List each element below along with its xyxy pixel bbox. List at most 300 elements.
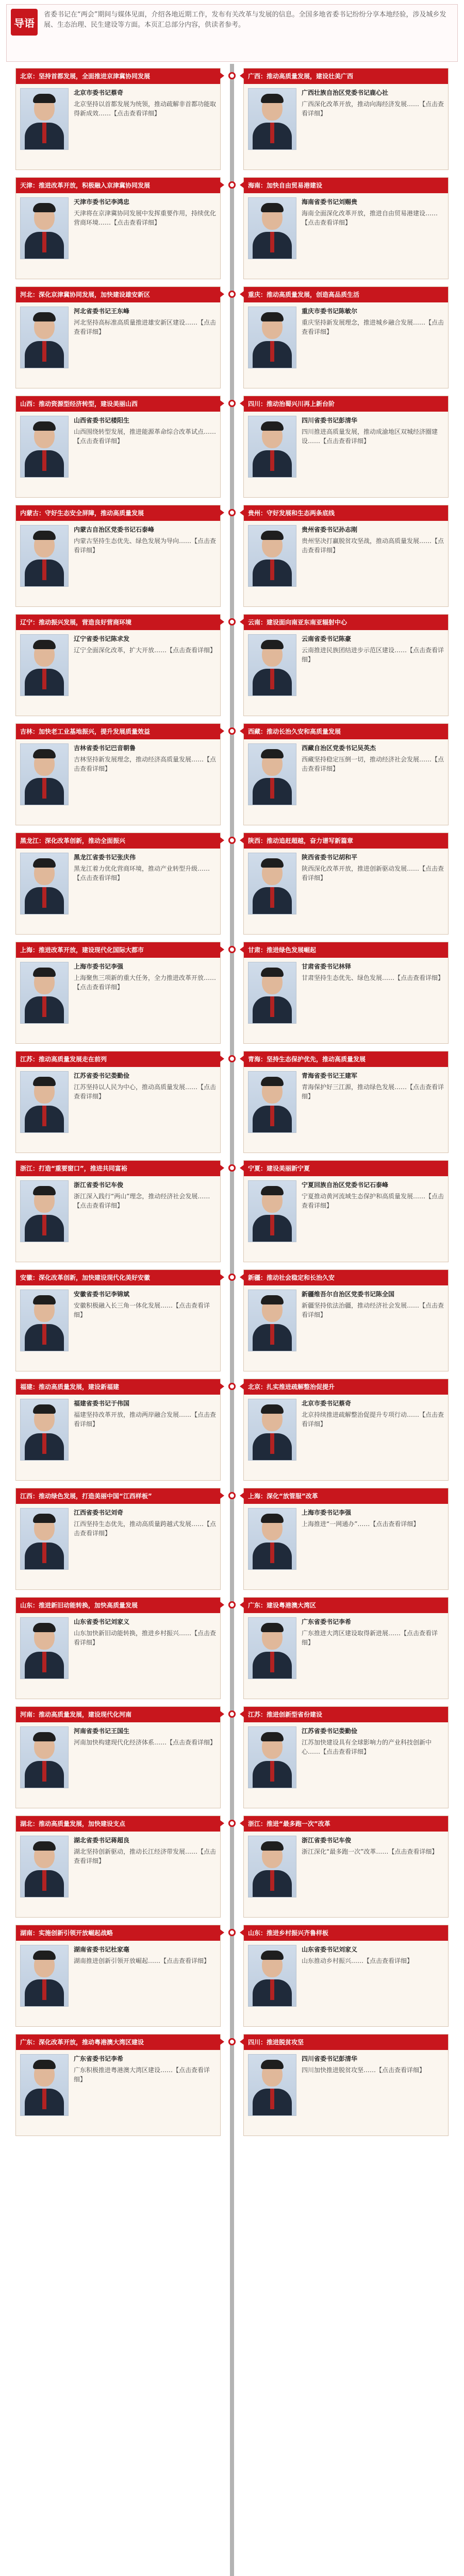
- portrait-hair: [33, 2060, 56, 2069]
- article-card-title[interactable]: 青海：坚持生态保护优先，推动高质量发展: [244, 1052, 448, 1067]
- person-info: [74, 88, 216, 118]
- article-summary: 上海聚焦三项新的重大任务，全力推进改革开放……【点击查看详细】: [74, 974, 217, 991]
- person-block: [248, 88, 444, 150]
- article-card[interactable]: [243, 1379, 449, 1481]
- article-card-title[interactable]: 江西：推动绿色发展，打造美丽中国“江西样板”: [16, 1488, 220, 1504]
- article-summary: 湖南推进创新引领开放崛起……【点击查看详细】: [74, 1957, 210, 1964]
- timeline-dot: [228, 72, 236, 79]
- official-title: 青海省委书记王建军: [302, 1072, 358, 1079]
- official-photo: [248, 743, 296, 805]
- article-summary: 内蒙古坚持生态优先、绿色发展为导向……【点击查看详细】: [74, 537, 217, 554]
- timeline-dot: [228, 2038, 236, 2045]
- person-block: [248, 1836, 444, 1897]
- portrait-tie: [270, 1324, 274, 1345]
- portrait-hair: [261, 421, 284, 431]
- article-card-body: [16, 849, 220, 934]
- person-info: [302, 88, 444, 118]
- article-card-title[interactable]: 上海：深化“放管服”改革: [244, 1488, 448, 1504]
- article-card-body: [244, 849, 448, 934]
- portrait-tie: [42, 887, 46, 908]
- article-card-body: [244, 1613, 448, 1699]
- person-info: [74, 197, 216, 227]
- official-title: 宁夏回族自治区党委书记石泰峰: [302, 1181, 389, 1189]
- article-card-body: [244, 1832, 448, 1917]
- official-photo: [20, 1180, 69, 1242]
- person-info: [302, 416, 444, 446]
- article-summary: 河北坚持高标准高质量推进雄安新区建设……【点击查看详细】: [74, 319, 217, 335]
- portrait-hair: [261, 640, 284, 649]
- article-card-title[interactable]: 宁夏：建设美丽新宁夏: [244, 1161, 448, 1176]
- portrait-hair: [261, 94, 284, 103]
- person-info: [302, 1290, 444, 1319]
- portrait-tie: [42, 1761, 46, 1782]
- article-card-title[interactable]: 广东：深化改革开放，推动粤港澳大湾区建设: [16, 2035, 220, 2050]
- person-block: [20, 88, 216, 150]
- article-card-body: [16, 1285, 220, 1371]
- article-card-body: [16, 521, 220, 606]
- article-card-title[interactable]: 安徽：深化改革创新，加快建设现代化美好安徽: [16, 1270, 220, 1285]
- official-photo: [20, 962, 69, 1024]
- article-card-body: [16, 1176, 220, 1262]
- article-card[interactable]: [243, 1488, 449, 1590]
- official-title: 四川省委书记彭清华: [302, 2055, 358, 2062]
- article-card-title[interactable]: 北京：坚持首都发展，全面推进京津冀协同发展: [16, 69, 220, 84]
- article-card-title[interactable]: 江苏：推动高质量发展走在前列: [16, 1052, 220, 1067]
- portrait-tie: [270, 450, 274, 471]
- portrait-hair: [261, 312, 284, 321]
- article-card[interactable]: [243, 1925, 449, 2027]
- official-photo: [248, 1180, 296, 1242]
- official-title: 广东省委书记李希: [302, 1618, 352, 1625]
- official-title: 甘肃省委书记林铎: [302, 963, 352, 970]
- person-info: [302, 853, 444, 883]
- article-card[interactable]: [15, 1269, 221, 1371]
- article-card[interactable]: [243, 614, 449, 716]
- portrait-tie: [270, 123, 274, 143]
- person-info: [74, 1617, 216, 1647]
- portrait-tie: [270, 1979, 274, 2000]
- portrait-hair: [33, 421, 56, 431]
- person-block: [20, 1617, 216, 1679]
- article-card[interactable]: [243, 286, 449, 388]
- article-card-title[interactable]: 甘肃：推进绿色发展崛起: [244, 942, 448, 958]
- article-card-title[interactable]: 山东：推进乡村振兴齐鲁样板: [244, 1925, 448, 1941]
- person-info: [74, 962, 216, 992]
- person-block: [20, 853, 216, 914]
- portrait-tie: [270, 996, 274, 1017]
- official-photo: [20, 634, 69, 696]
- portrait-tie: [42, 1652, 46, 1672]
- portrait-tie: [42, 1433, 46, 1454]
- portrait-hair: [261, 749, 284, 758]
- portrait-hair: [261, 1514, 284, 1523]
- article-card-body: [244, 1176, 448, 1262]
- article-card-title[interactable]: 陕西：推动追赶超越，奋力谱写新篇章: [244, 833, 448, 849]
- portrait-tie: [42, 669, 46, 689]
- article-card[interactable]: [15, 833, 221, 935]
- portrait-tie: [42, 1979, 46, 2000]
- official-photo: [248, 416, 296, 478]
- article-card-title[interactable]: 四川：推进脱贫攻坚: [244, 2035, 448, 2050]
- article-card[interactable]: [243, 1597, 449, 1699]
- article-summary: 新疆坚持依法治疆，推动经济社会发展……【点击查看详细】: [302, 1302, 444, 1318]
- article-card-body: [244, 521, 448, 606]
- portrait-tie: [270, 232, 274, 252]
- timeline-dot: [228, 1601, 236, 1608]
- article-summary: 北京持续推进疏解整治促提升专项行动……【点击查看详细】: [302, 1411, 444, 1428]
- article-summary: 江苏坚持以人民为中心，推动高质量发展……【点击查看详细】: [74, 1083, 217, 1100]
- official-title: 河南省委书记王国生: [74, 1727, 130, 1735]
- person-info: [302, 197, 444, 227]
- article-summary: 上海推进“一网通办”……【点击查看详细】: [302, 1520, 420, 1528]
- portrait-tie: [270, 1215, 274, 1235]
- article-card-body: [244, 1722, 448, 1808]
- portrait-tie: [270, 560, 274, 580]
- portrait-hair: [33, 531, 56, 540]
- person-info: [74, 743, 216, 773]
- intro-panel: [6, 4, 458, 62]
- official-photo: [20, 1071, 69, 1133]
- person-info: [302, 307, 444, 336]
- article-card-title[interactable]: 内蒙古：守好生态安全屏障，推动高质量发展: [16, 505, 220, 521]
- portrait-hair: [33, 640, 56, 649]
- portrait-hair: [261, 1951, 284, 1960]
- article-summary: 广东积极推进粤港澳大湾区建设……【点击查看详细】: [74, 2066, 210, 2083]
- official-title: 海南省委书记刘赐贵: [302, 198, 358, 206]
- person-block: [248, 634, 444, 696]
- person-block: [248, 416, 444, 478]
- person-block: [248, 1071, 444, 1133]
- person-block: [20, 962, 216, 1024]
- portrait-tie: [42, 1324, 46, 1345]
- person-block: [20, 1399, 216, 1461]
- official-photo: [248, 197, 296, 259]
- article-card-body: [244, 1504, 448, 1589]
- portrait-hair: [33, 203, 56, 212]
- article-card-title[interactable]: 山西：推动资源型经济转型，建设美丽山西: [16, 396, 220, 412]
- article-card[interactable]: [15, 1379, 221, 1481]
- article-summary: 海南全面深化改革开放，推进自由贸易港建设……【点击查看详细】: [302, 210, 438, 226]
- article-card-title[interactable]: 西藏：推动长治久安和高质量发展: [244, 724, 448, 739]
- article-card-body: [16, 1722, 220, 1808]
- official-title: 云南省委书记陈豪: [302, 635, 352, 642]
- article-card-title[interactable]: 山东：推进新旧动能转换，加快高质量发展: [16, 1598, 220, 1613]
- timeline-dot: [228, 1929, 236, 1936]
- person-block: [248, 1726, 444, 1788]
- portrait-hair: [33, 1732, 56, 1741]
- timeline-dot: [228, 1492, 236, 1499]
- portrait-tie: [42, 232, 46, 252]
- official-title: 西藏自治区党委书记吴英杰: [302, 744, 376, 752]
- article-card[interactable]: [243, 1816, 449, 1918]
- official-title: 重庆市委书记陈敏尔: [302, 308, 358, 315]
- official-photo: [20, 525, 69, 587]
- person-info: [302, 525, 444, 555]
- article-card[interactable]: [15, 942, 221, 1044]
- official-photo: [20, 853, 69, 914]
- person-block: [20, 1726, 216, 1788]
- official-title: 湖北省委书记蒋超良: [74, 1837, 130, 1844]
- portrait-tie: [42, 123, 46, 143]
- person-block: [20, 634, 216, 696]
- article-card-title[interactable]: 河南：推动高质量发展，建设现代化河南: [16, 1707, 220, 1722]
- official-photo: [248, 1399, 296, 1461]
- person-info: [302, 1399, 444, 1429]
- portrait-tie: [42, 1870, 46, 1891]
- person-block: [20, 525, 216, 587]
- article-card-title[interactable]: 辽宁：推动振兴发展，营造良好营商环境: [16, 615, 220, 630]
- official-photo: [20, 1945, 69, 2007]
- article-card[interactable]: [15, 1706, 221, 1808]
- person-info: [74, 1836, 216, 1866]
- person-block: [20, 743, 216, 805]
- article-card[interactable]: [15, 505, 221, 607]
- article-card-title[interactable]: 新疆：推动社会稳定和长治久安: [244, 1270, 448, 1285]
- article-summary: 广东推进大湾区建设取得新进展……【点击查看详细】: [302, 1630, 438, 1646]
- official-title: 吉林省委书记巴音朝鲁: [74, 744, 136, 752]
- official-photo: [20, 743, 69, 805]
- official-photo: [20, 307, 69, 368]
- article-card-body: [244, 1941, 448, 2026]
- portrait-hair: [33, 1404, 56, 1414]
- article-card[interactable]: [243, 177, 449, 279]
- person-info: [74, 1508, 216, 1538]
- portrait-hair: [261, 968, 284, 977]
- article-card-title[interactable]: 上海：推进改革开放，建设现代化国际大都市: [16, 942, 220, 958]
- article-summary: 安徽积极融入长三角一体化发展……【点击查看详细】: [74, 1302, 210, 1318]
- article-card[interactable]: [243, 1269, 449, 1371]
- person-info: [74, 1071, 216, 1101]
- article-card[interactable]: [243, 833, 449, 935]
- official-photo: [248, 853, 296, 914]
- official-title: 江苏省委书记娄勤俭: [74, 1072, 130, 1079]
- person-block: [20, 416, 216, 478]
- portrait-hair: [33, 94, 56, 103]
- article-card-title[interactable]: 湖北：推动高质量发展，加快建设支点: [16, 1816, 220, 1832]
- official-photo: [248, 634, 296, 696]
- article-card-title[interactable]: 广东：建设粤港澳大湾区: [244, 1598, 448, 1613]
- article-card[interactable]: [243, 396, 449, 498]
- official-title: 北京市委书记蔡奇: [302, 1400, 352, 1407]
- portrait-hair: [33, 1295, 56, 1304]
- person-info: [74, 307, 216, 336]
- portrait-hair: [261, 531, 284, 540]
- portrait-tie: [42, 778, 46, 799]
- article-summary: 湖北坚持创新驱动，推动长江经济带发展……【点击查看详细】: [74, 1848, 217, 1865]
- article-card[interactable]: [15, 286, 221, 388]
- timeline-dot: [228, 1055, 236, 1062]
- article-card[interactable]: [15, 68, 221, 170]
- article-card[interactable]: [243, 723, 449, 825]
- official-title: 陕西省委书记胡和平: [302, 854, 358, 861]
- article-card-title[interactable]: 重庆：推动高质量发展，创造高品质生活: [244, 287, 448, 302]
- portrait-hair: [261, 1732, 284, 1741]
- official-title: 贵州省委书记孙志刚: [302, 526, 358, 533]
- portrait-tie: [270, 887, 274, 908]
- timeline-dot: [228, 837, 236, 844]
- person-info: [302, 2054, 444, 2075]
- official-title: 广西壮族自治区党委书记鹿心社: [302, 89, 389, 96]
- article-card[interactable]: [243, 942, 449, 1044]
- right-column: [243, 68, 449, 2143]
- person-block: [20, 2054, 216, 2116]
- article-card-body: [16, 1067, 220, 1153]
- article-card[interactable]: [15, 723, 221, 825]
- article-card-title[interactable]: 黑龙江：深化改革创新，推动全面振兴: [16, 833, 220, 849]
- article-card-title[interactable]: 浙江：推进“最多跑一次”改革: [244, 1816, 448, 1832]
- timeline-dot: [228, 1383, 236, 1390]
- article-card-body: [16, 2050, 220, 2136]
- person-block: [20, 1180, 216, 1242]
- official-title: 福建省委书记于伟国: [74, 1400, 130, 1407]
- portrait-hair: [261, 1404, 284, 1414]
- portrait-hair: [33, 1186, 56, 1195]
- article-card[interactable]: [15, 1597, 221, 1699]
- article-card-body: [16, 193, 220, 279]
- official-title: 安徽省委书记李锦斌: [74, 1291, 130, 1298]
- article-card-title[interactable]: 江苏：推进创新型省份建设: [244, 1707, 448, 1722]
- article-summary: 甘肃坚持生态优先、绿色发展……【点击查看详细】: [302, 974, 444, 981]
- official-title: 广东省委书记李希: [74, 2055, 124, 2062]
- official-photo: [248, 88, 296, 150]
- article-card-title[interactable]: 河北：深化京津冀协同发展，加快建设雄安新区: [16, 287, 220, 302]
- official-title: 内蒙古自治区党委书记石泰峰: [74, 526, 155, 533]
- article-card-title[interactable]: 四川：推动治蜀兴川再上新台阶: [244, 396, 448, 412]
- article-card[interactable]: [15, 614, 221, 716]
- person-info: [74, 1945, 216, 1965]
- article-summary: 青海保护好三江源，推动绿色发展……【点击查看详细】: [302, 1083, 444, 1100]
- article-summary: 云南推进民族团结进步示范区建设……【点击查看详细】: [302, 647, 444, 663]
- portrait-tie: [270, 1106, 274, 1126]
- portrait-tie: [42, 1543, 46, 1563]
- timeline-dot: [228, 181, 236, 189]
- timeline-dot: [228, 509, 236, 516]
- article-card[interactable]: [243, 1051, 449, 1153]
- article-card-body: [16, 1832, 220, 1917]
- person-block: [248, 853, 444, 914]
- article-card[interactable]: [243, 1160, 449, 1262]
- timeline-dot: [228, 727, 236, 735]
- person-info: [302, 743, 444, 773]
- timeline-dot: [228, 946, 236, 953]
- portrait-tie: [42, 450, 46, 471]
- official-photo: [20, 1726, 69, 1788]
- official-photo: [248, 1290, 296, 1351]
- timeline-dot: [228, 1710, 236, 1718]
- article-card-body: [16, 84, 220, 170]
- person-info: [302, 1071, 444, 1101]
- article-card-title[interactable]: 天津：推进改革开放，积极融入京津冀协同发展: [16, 178, 220, 193]
- portrait-hair: [261, 1623, 284, 1632]
- article-card-body: [16, 630, 220, 716]
- official-photo: [248, 1071, 296, 1133]
- official-title: 上海市委书记李强: [74, 963, 124, 970]
- article-card-body: [244, 1395, 448, 1480]
- official-photo: [248, 307, 296, 368]
- portrait-tie: [42, 560, 46, 580]
- portrait-tie: [270, 1870, 274, 1891]
- article-card-title[interactable]: 福建：推动高质量发展，建设新福建: [16, 1379, 220, 1395]
- official-title: 黑龙江省委书记张庆伟: [74, 854, 136, 861]
- article-card-title[interactable]: 北京：扎实推进疏解整治促提升: [244, 1379, 448, 1395]
- article-card[interactable]: [15, 1160, 221, 1262]
- timeline-dot: [228, 618, 236, 625]
- person-block: [248, 525, 444, 587]
- official-title: 湖南省委书记杜家毫: [74, 1946, 130, 1953]
- article-card[interactable]: [243, 1706, 449, 1808]
- article-card-body: [244, 302, 448, 388]
- portrait-tie: [42, 996, 46, 1017]
- article-summary: 四川加快推进脱贫攻坚……【点击查看详细】: [302, 2066, 426, 2074]
- article-card[interactable]: [15, 1051, 221, 1153]
- article-card[interactable]: [15, 1816, 221, 1918]
- official-photo: [248, 962, 296, 1024]
- portrait-tie: [270, 1761, 274, 1782]
- portrait-tie: [42, 341, 46, 362]
- article-card[interactable]: [243, 505, 449, 607]
- article-card[interactable]: [15, 1488, 221, 1590]
- article-card-title[interactable]: 湖南：实施创新引领开放崛起战略: [16, 1925, 220, 1941]
- person-info: [74, 1399, 216, 1429]
- article-card-body: [244, 2050, 448, 2136]
- article-summary: 西藏坚持稳定压倒一切，推动经济社会发展……【点击查看详细】: [302, 756, 444, 772]
- article-card-title[interactable]: 吉林：加快老工业基地振兴，提升发展质量效益: [16, 724, 220, 739]
- person-info: [302, 1508, 444, 1529]
- person-info: [302, 1726, 444, 1756]
- official-photo: [248, 1617, 296, 1679]
- article-card-title[interactable]: 海南：加快自由贸易港建设: [244, 178, 448, 193]
- portrait-tie: [42, 2089, 46, 2109]
- person-block: [248, 1508, 444, 1570]
- timeline-dot: [228, 400, 236, 407]
- portrait-tie: [270, 2089, 274, 2109]
- article-summary: 黑龙江着力优化营商环境，推动产业转型升级……【点击查看详细】: [74, 865, 210, 882]
- portrait-hair: [261, 2060, 284, 2069]
- article-summary: 贵州坚决打赢脱贫攻坚战，推动高质量发展……【点击查看详细】: [302, 537, 444, 554]
- person-block: [20, 307, 216, 368]
- article-card[interactable]: [15, 1925, 221, 2027]
- article-card-body: [244, 412, 448, 497]
- official-title: 河北省委书记王东峰: [74, 308, 130, 315]
- portrait-tie: [270, 1433, 274, 1454]
- article-card-title[interactable]: 广西：推动高质量发展，建设壮美广西: [244, 69, 448, 84]
- person-block: [20, 1508, 216, 1570]
- article-card-body: [16, 958, 220, 1043]
- article-card-body: [16, 1613, 220, 1699]
- article-summary: 吉林坚持新发展理念，推动经济高质量发展……【点击查看详细】: [74, 756, 217, 772]
- intro-badge: 导语: [11, 9, 38, 36]
- person-block: [248, 1945, 444, 2007]
- article-card[interactable]: [243, 68, 449, 170]
- article-card[interactable]: [15, 2034, 221, 2136]
- article-card[interactable]: [243, 2034, 449, 2136]
- person-info: [302, 1836, 444, 1856]
- article-card-title[interactable]: 云南：建设面向南亚东南亚辐射中心: [244, 615, 448, 630]
- person-block: [20, 1945, 216, 2007]
- article-card-body: [16, 302, 220, 388]
- left-column: [15, 68, 221, 2143]
- article-card-body: [16, 1941, 220, 2026]
- article-card[interactable]: [15, 177, 221, 279]
- portrait-hair: [33, 1951, 56, 1960]
- article-card-body: [244, 1285, 448, 1371]
- article-card[interactable]: [15, 396, 221, 498]
- article-card-title[interactable]: 浙江：打造“重要窗口”，推进共同富裕: [16, 1161, 220, 1176]
- official-photo: [20, 88, 69, 150]
- person-block: [248, 2054, 444, 2116]
- timeline-dot: [228, 1820, 236, 1827]
- article-card-title[interactable]: 贵州：守好发展和生态两条底线: [244, 505, 448, 521]
